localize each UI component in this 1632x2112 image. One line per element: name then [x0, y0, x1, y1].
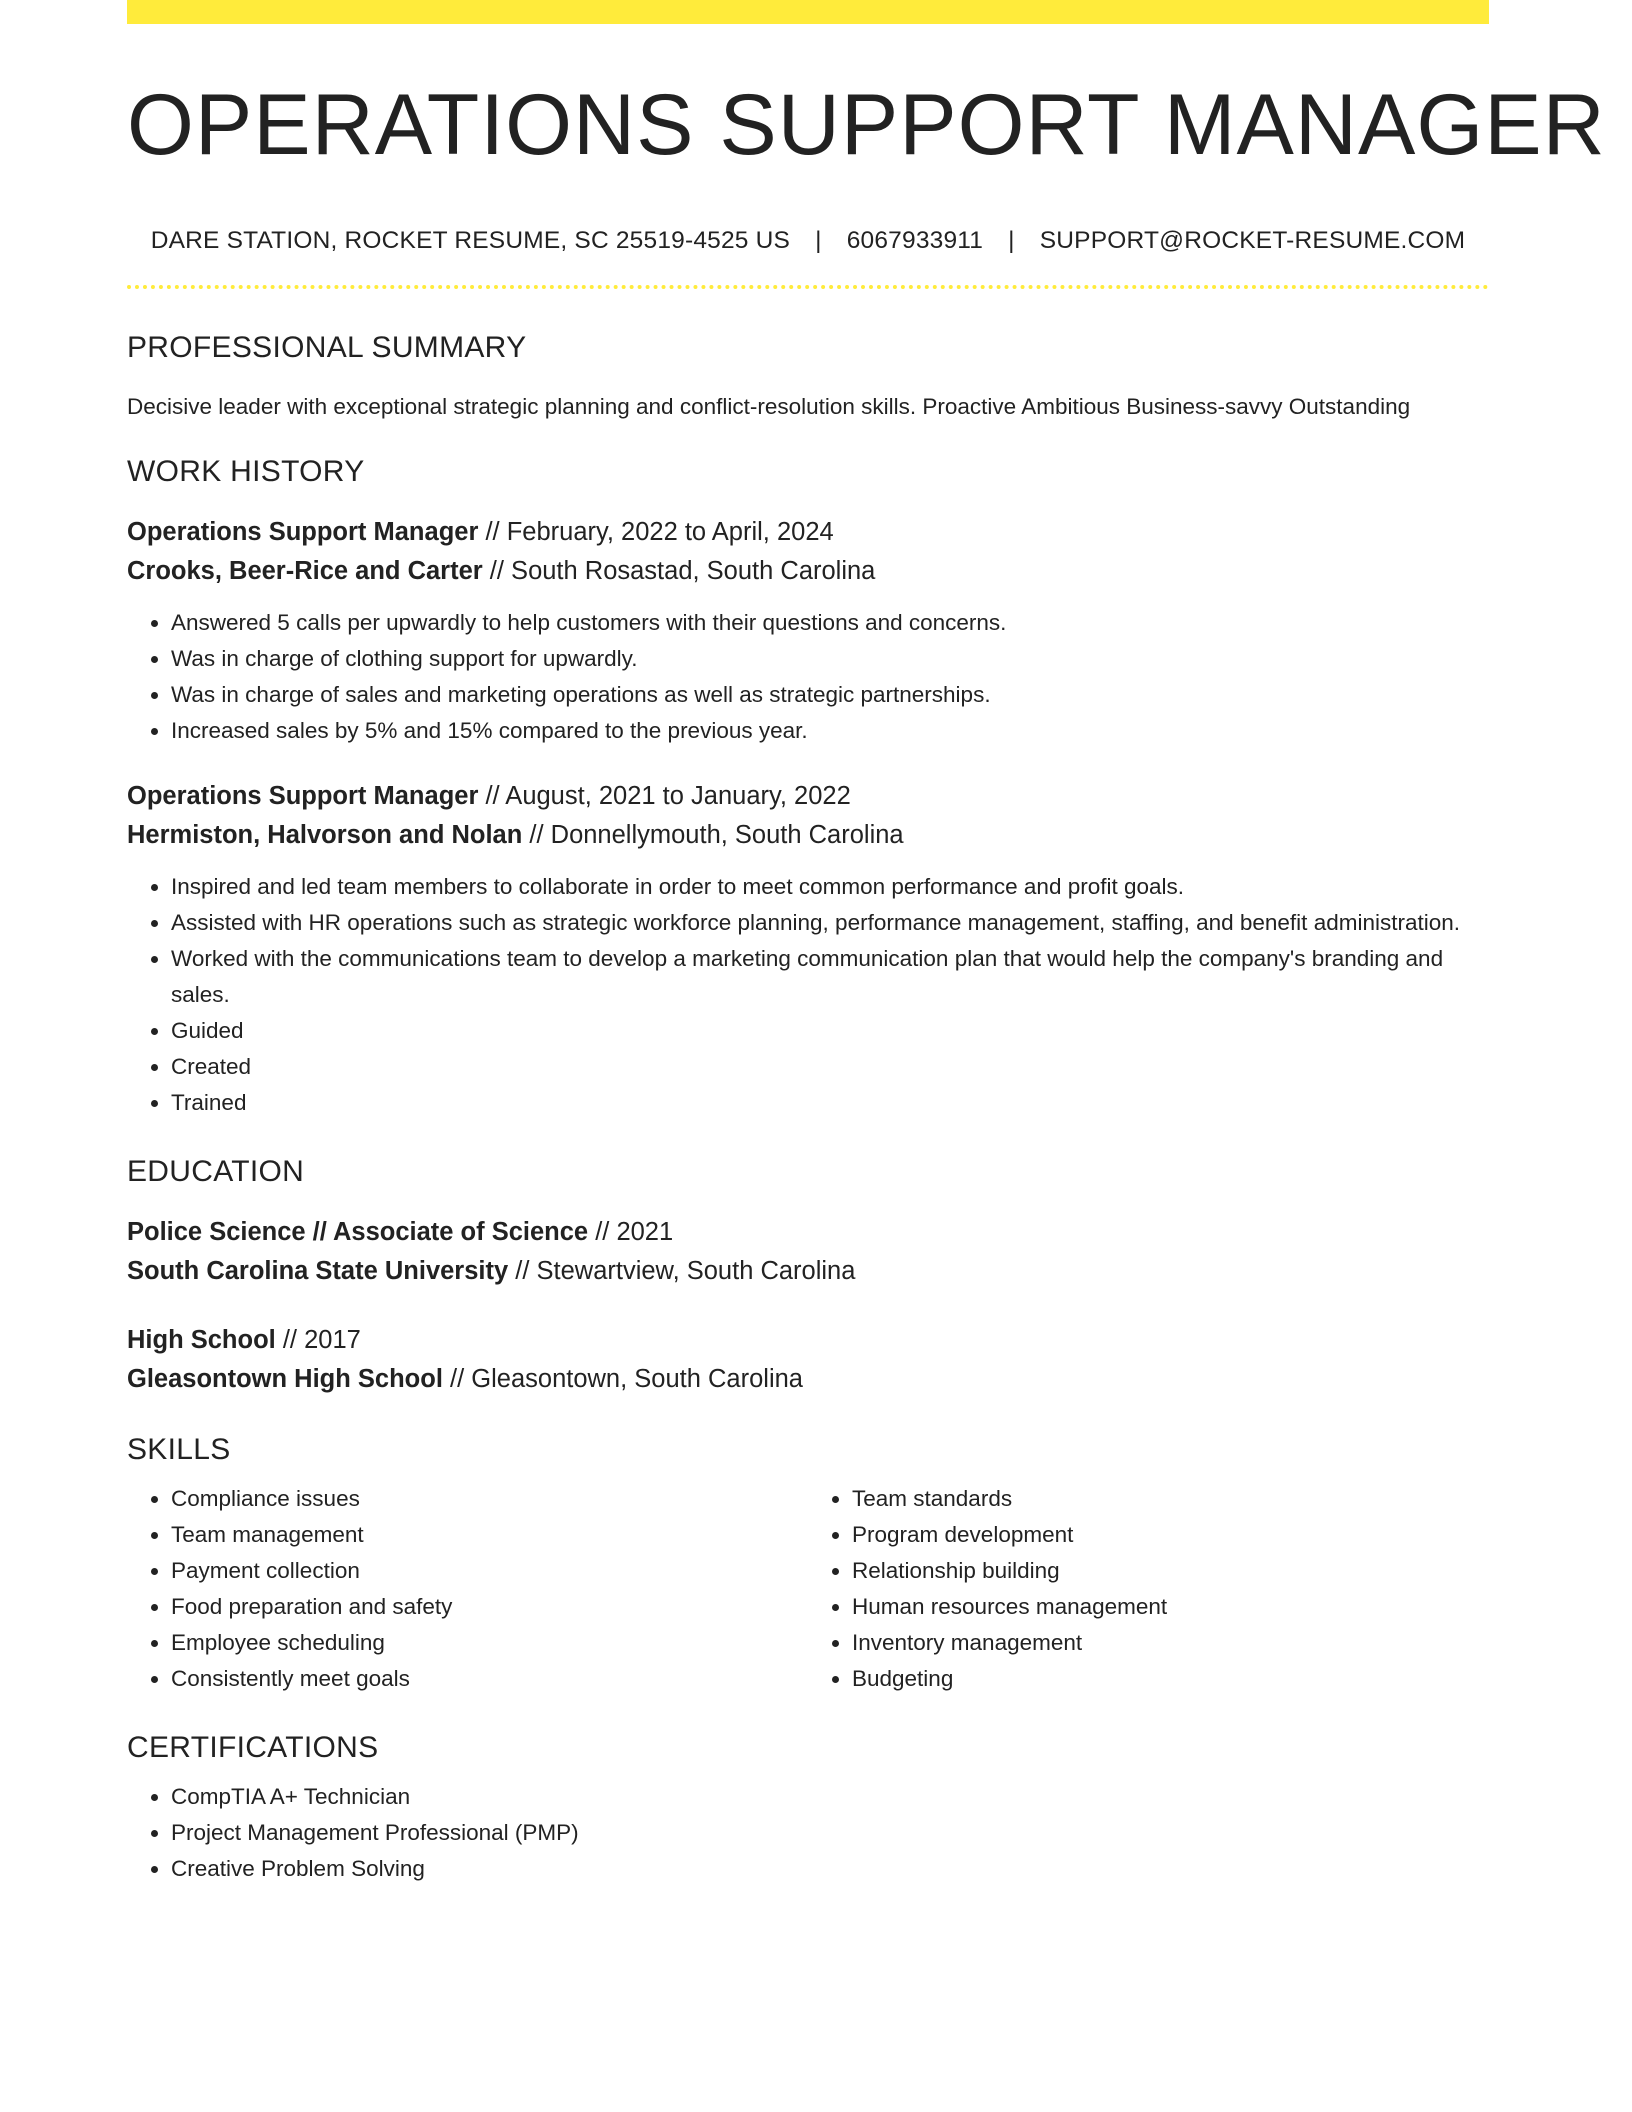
list-item: • Was in charge of clothing support for upwardly. — [171, 641, 1489, 677]
job-role-line — [127, 777, 1489, 816]
contact-email: SUPPORT@ROCKET-RESUME.COM — [1039, 227, 1466, 254]
list-item: • Team standards — [852, 1481, 1489, 1517]
education-location: // Gleasontown, South Carolina — [442, 1365, 803, 1394]
job-company: Crooks, Beer-Rice and Carter — [127, 557, 483, 586]
section-title-work-history: WORK HISTORY — [127, 455, 365, 489]
contact-line — [127, 226, 1489, 255]
accent-bar — [127, 0, 1489, 24]
education-degree: Police Science // Associate of Science — [127, 1218, 589, 1247]
job-role-line — [127, 513, 1489, 552]
education-school-line — [127, 1252, 1489, 1291]
job-company: Hermiston, Halvorson and Nolan — [127, 821, 523, 850]
education-location: // Stewartview, South Carolina — [508, 1257, 856, 1286]
certifications-list — [127, 1779, 1489, 1887]
contact-separator: | — [1008, 227, 1015, 254]
resume-title: OPERATIONS SUPPORT MANAGER — [127, 77, 1606, 173]
summary-text: Decisive leader with exceptional strategic planning and conflict-resolution skills. Proactive Ambitious Business-savvy Outstanding — [127, 394, 1411, 420]
education-school: Gleasontown High School — [127, 1365, 443, 1394]
contact-separator: | — [815, 227, 822, 254]
job-bullets — [127, 869, 1489, 1121]
education-degree-line — [127, 1321, 1489, 1360]
education-entry — [127, 1321, 1489, 1399]
list-item: • Human resources management — [852, 1589, 1489, 1625]
job-company-line — [127, 816, 1489, 855]
job-company-line — [127, 552, 1489, 591]
resume-page — [127, 0, 1606, 1887]
list-item: • Was in charge of sales and marketing operations as well as strategic partnerships. — [171, 677, 1489, 713]
section-title-skills: SKILLS — [127, 1433, 231, 1467]
list-item: • Compliance issues — [171, 1481, 808, 1517]
education-degree-line — [127, 1213, 1489, 1252]
list-item: • Food preparation and safety — [171, 1589, 808, 1625]
list-item: • Increased sales by 5% and 15% compared to the previous year. — [171, 713, 1489, 749]
section-title-education: EDUCATION — [127, 1155, 305, 1189]
job-dates: // February, 2022 to April, 2024 — [478, 518, 834, 547]
list-item: • Guided — [171, 1013, 1489, 1049]
dotted-divider — [127, 285, 1489, 289]
list-item: • Inventory management — [852, 1625, 1489, 1661]
skills-columns — [127, 1481, 1489, 1697]
list-item: • Answered 5 calls per upwardly to help customers with their questions and concerns. — [171, 605, 1489, 641]
list-item: • Created — [171, 1049, 1489, 1085]
section-title-summary: PROFESSIONAL SUMMARY — [127, 331, 527, 365]
list-item: • Inspired and led team members to collaborate in order to meet common performance and profit goals. — [171, 869, 1489, 905]
list-item: • Assisted with HR operations such as strategic workforce planning, performance management, staffing, and benefit administration. — [171, 905, 1489, 941]
list-item: • Payment collection — [171, 1553, 808, 1589]
list-item: • Trained — [171, 1085, 1489, 1121]
skills-list-left — [127, 1481, 808, 1697]
list-item: • Budgeting — [852, 1661, 1489, 1697]
list-item: • Employee scheduling — [171, 1625, 808, 1661]
education-year: // 2021 — [588, 1218, 674, 1247]
education-year: // 2017 — [275, 1326, 361, 1355]
contact-address: DARE STATION, ROCKET RESUME, SC 25519-4525 US — [150, 227, 791, 254]
job-role: Operations Support Manager — [127, 782, 479, 811]
job-role: Operations Support Manager — [127, 518, 479, 547]
education-school-line — [127, 1360, 1489, 1399]
job-location: // Donnellymouth, South Carolina — [522, 821, 904, 850]
job-dates: // August, 2021 to January, 2022 — [478, 782, 851, 811]
list-item: • CompTIA A+ Technician — [171, 1779, 1489, 1815]
contact-phone: 6067933911 — [846, 227, 984, 254]
job-bullets — [127, 605, 1489, 749]
job-location: // South Rosastad, South Carolina — [482, 557, 876, 586]
list-item: • Team management — [171, 1517, 808, 1553]
job-entry — [127, 777, 1489, 1121]
list-item: • Relationship building — [852, 1553, 1489, 1589]
list-item: • Creative Problem Solving — [171, 1851, 1489, 1887]
education-school: South Carolina State University — [127, 1257, 509, 1286]
section-title-certifications: CERTIFICATIONS — [127, 1731, 379, 1765]
education-entry — [127, 1213, 1489, 1291]
skills-list-right — [808, 1481, 1489, 1697]
job-entry — [127, 513, 1489, 749]
education-degree: High School — [127, 1326, 276, 1355]
list-item: • Program development — [852, 1517, 1489, 1553]
list-item: • Consistently meet goals — [171, 1661, 808, 1697]
list-item: • Project Management Professional (PMP) — [171, 1815, 1489, 1851]
list-item: • Worked with the communications team to develop a marketing communication plan that would help the company's branding and sales. — [171, 941, 1489, 1013]
